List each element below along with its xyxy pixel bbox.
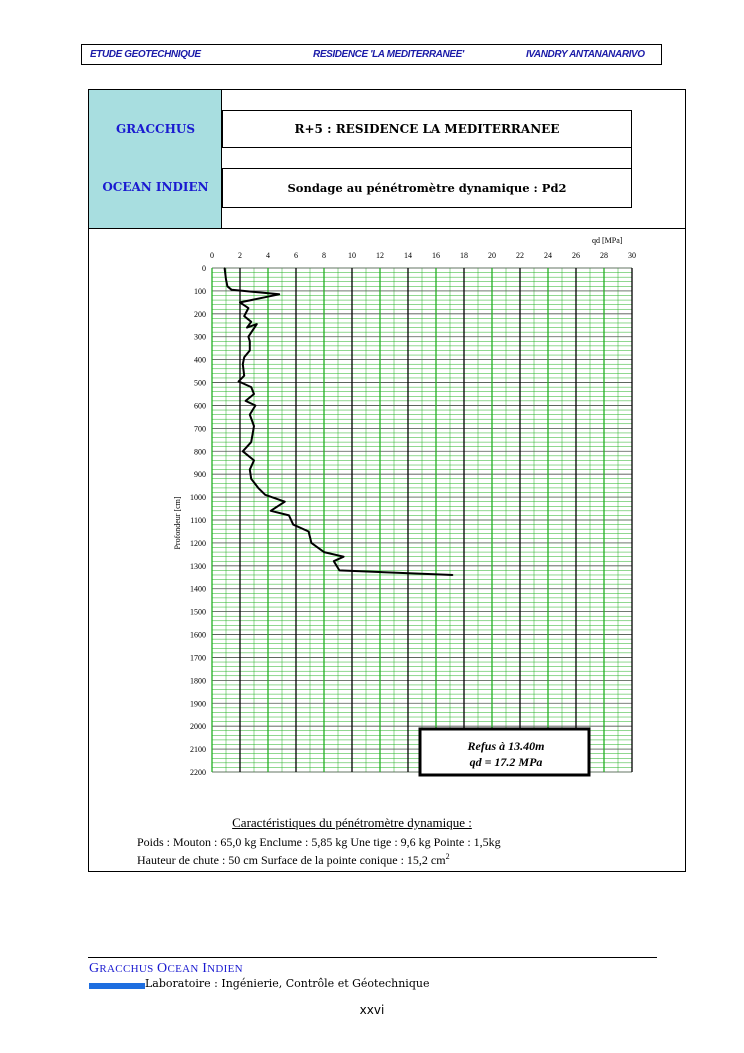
penetrometer-chart [160,230,650,790]
footer-org-racchus: RACCHUS [99,963,154,975]
y-tick-label: 800 [194,447,206,457]
y-tick-label: 1800 [190,676,206,686]
project-title: R+5 : RESIDENCE LA MEDITERRANEE [222,110,632,148]
header-right: IVANDRY ANTANANARIVO [526,49,645,60]
org-name-line2: OCEAN INDIEN [102,180,209,194]
data-point [255,405,256,406]
y-tick-label: 1600 [190,630,206,640]
divider [89,228,685,229]
annotation-line2: qd = 17.2 MPa [469,755,543,769]
specs-line2 [137,852,450,868]
data-point [249,350,250,351]
data-point [288,515,289,516]
footer-accent-bar [89,983,145,989]
specs-line1: Poids : Mouton : 65,0 kg Enclume : 5,85 kg Une tige : 9,6 kg Pointe : 1,5kg [137,835,501,849]
data-point [249,341,250,342]
data-point [256,324,257,325]
data-point [251,387,252,388]
data-point [225,279,226,280]
x-tick-label: 18 [460,251,468,260]
x-tick-label: 26 [572,251,580,260]
data-point [227,286,228,287]
footer-divider [88,957,657,958]
y-axis-label: Profondeur [cm] [173,496,182,550]
y-tick-label: 900 [194,470,206,480]
data-point [323,551,324,552]
footer-org-i: I [202,961,208,976]
data-point [244,357,245,358]
data-point [284,501,285,502]
data-point [293,524,294,525]
y-tick-labels [190,264,206,777]
x-tick-label: 2 [238,251,242,260]
x-tick-label: 12 [376,251,384,260]
footer-lab: Laboratoire : Ingénierie, Contrôle et Géotechnique [145,977,430,990]
y-tick-label: 400 [194,355,206,365]
data-point [308,531,309,532]
org-cell [89,90,222,228]
org-name-line1: GRACCHUS [115,122,196,136]
footer-org-g: G [89,961,100,976]
annotation-line1: Refus à 13.40m [467,739,545,753]
data-point [231,289,232,290]
x-tick-label: 16 [432,251,440,260]
y-tick-label: 1400 [190,584,206,594]
y-tick-label: 200 [194,309,206,319]
header-left: ETUDE GEOTECHNIQUE [90,49,201,60]
data-point [343,556,344,557]
x-tick-label: 0 [210,251,214,260]
data-point [251,442,252,443]
x-tick-label: 10 [348,251,356,260]
y-tick-label: 2100 [190,745,206,755]
data-point [239,302,240,303]
y-tick-label: 1300 [190,561,206,571]
footer-org-ndien: NDIEN [207,963,243,975]
data-point [248,307,249,308]
specs-title: Caractéristiques du pénétromètre dynamique : [232,815,472,830]
y-tick-label: 1900 [190,699,206,709]
data-point [339,570,340,571]
y-tick-label: 100 [194,286,206,296]
y-tick-label: 1100 [190,516,206,525]
header-center: RESIDENCE 'LA MEDITERRANEE' [313,49,464,60]
y-tick-label: 700 [194,424,206,434]
data-point [246,327,247,328]
data-point [253,460,254,461]
footer-org [89,960,243,977]
y-tick-label: 300 [194,332,206,342]
x-tick-label: 6 [294,251,298,260]
specs-line2-sup: 2 [445,852,450,861]
data-point [253,425,254,426]
data-point [333,561,334,562]
data-point [279,294,280,295]
data-point [245,400,246,401]
x-tick-label: 28 [600,251,608,260]
data-point [251,478,252,479]
y-tick-label: 1700 [190,653,206,663]
data-point [244,375,245,376]
data-point [249,414,250,415]
test-title: Sondage au pénétromètre dynamique : Pd2 [222,168,632,208]
x-tick-label: 30 [628,251,636,260]
footer-org-cean: CEAN [167,963,199,975]
data-point [253,393,254,394]
x-tick-label: 14 [404,251,412,260]
y-tick-label: 1500 [190,607,206,617]
y-tick-label: 2000 [190,722,206,732]
data-point [265,494,266,495]
x-tick-label: 22 [516,251,524,260]
x-tick-label: 8 [322,251,326,260]
footer-org-o: O [157,961,168,976]
specs-line2-text: Hauteur de chute : 50 cm Surface de la pointe conique : 15,2 cm [137,853,446,867]
x-axis-label: qd [MPa] [592,236,623,245]
data-point [249,469,250,470]
data-point [452,574,453,575]
data-point [224,267,225,268]
refusal-annotation [420,729,589,775]
y-tick-label: 600 [194,401,206,411]
data-point [248,336,249,337]
x-tick-labels [210,251,636,260]
x-tick-label: 4 [266,251,270,260]
x-tick-label: 20 [488,251,496,260]
page-number: xxvi [359,1003,385,1017]
data-point [251,321,252,322]
data-point [242,451,243,452]
data-point [242,364,243,365]
x-tick-label: 24 [544,251,552,260]
y-tick-label: 0 [202,264,206,273]
y-tick-label: 1000 [190,493,206,503]
y-tick-label: 2200 [190,768,206,777]
y-tick-label: 1200 [190,538,206,548]
data-point [270,510,271,511]
y-tick-label: 500 [194,378,206,388]
page-header [81,44,662,65]
data-point [258,487,259,488]
data-point [244,316,245,317]
data-point [238,381,239,382]
data-point [311,542,312,543]
